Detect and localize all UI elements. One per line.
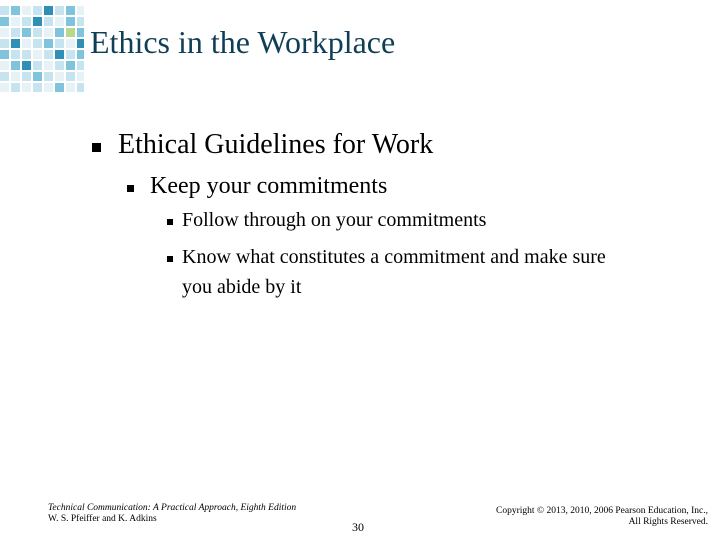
mosaic-tile xyxy=(0,61,9,70)
footer-source xyxy=(48,503,296,526)
mosaic-tile xyxy=(77,50,84,59)
mosaic-tile xyxy=(66,39,75,48)
level3-item: Know what constitutes a commitment and make sure xyxy=(182,246,606,268)
mosaic-tile xyxy=(66,28,75,37)
mosaic-tile xyxy=(44,39,53,48)
mosaic-tile xyxy=(77,39,84,48)
mosaic-tile xyxy=(0,83,9,92)
mosaic-tile xyxy=(66,61,75,70)
mosaic-tile xyxy=(55,28,64,37)
mosaic-tile xyxy=(77,6,84,15)
mosaic-tile xyxy=(22,6,31,15)
level2-item: Keep your commitments xyxy=(150,173,388,199)
mosaic-tile xyxy=(44,61,53,70)
mosaic-tile xyxy=(22,50,31,59)
mosaic-tile xyxy=(22,17,31,26)
mosaic-tile xyxy=(11,39,20,48)
mosaic-tile xyxy=(33,50,42,59)
mosaic-tile xyxy=(55,6,64,15)
mosaic-tile xyxy=(22,61,31,70)
mosaic-tile xyxy=(22,39,31,48)
mosaic-tile xyxy=(0,6,9,15)
mosaic-tile xyxy=(11,72,20,81)
mosaic-tile xyxy=(11,50,20,59)
mosaic-tile xyxy=(55,83,64,92)
copyright-line: All Rights Reserved. xyxy=(628,517,708,528)
mosaic-tile xyxy=(11,61,20,70)
mosaic-tile xyxy=(66,83,75,92)
mosaic-tile xyxy=(33,39,42,48)
mosaic-tile xyxy=(66,50,75,59)
mosaic-tile xyxy=(55,17,64,26)
mosaic-tile xyxy=(55,61,64,70)
footer-copyright xyxy=(496,506,708,529)
mosaic-tile xyxy=(66,17,75,26)
level3-bullet-icon xyxy=(167,219,173,225)
mosaic-tile xyxy=(11,83,20,92)
copyright-line: Copyright © 2013, 2010, 2006 Pearson Education, Inc., xyxy=(496,506,708,516)
mosaic-tile xyxy=(33,17,42,26)
mosaic-tile xyxy=(0,28,9,37)
mosaic-tile xyxy=(44,83,53,92)
mosaic-tile xyxy=(0,72,9,81)
mosaic-tile xyxy=(44,28,53,37)
mosaic-tile xyxy=(33,28,42,37)
mosaic-tile xyxy=(33,72,42,81)
mosaic-tile xyxy=(22,72,31,81)
mosaic-tile xyxy=(0,39,9,48)
mosaic-tile xyxy=(77,83,84,92)
mosaic-tile xyxy=(44,50,53,59)
mosaic-tile xyxy=(66,72,75,81)
level2-bullet-icon xyxy=(127,185,134,192)
mosaic-tile xyxy=(77,17,84,26)
mosaic-tile xyxy=(22,83,31,92)
mosaic-tile xyxy=(11,28,20,37)
mosaic-tile xyxy=(55,50,64,59)
mosaic-tile xyxy=(11,17,20,26)
mosaic-tile xyxy=(33,6,42,15)
mosaic-tile xyxy=(77,72,84,81)
slide-title: Ethics in the Workplace xyxy=(90,24,396,60)
mosaic-tile xyxy=(22,28,31,37)
mosaic-tile xyxy=(0,50,9,59)
level3-item: Follow through on your commitments xyxy=(182,209,487,231)
mosaic-tile xyxy=(77,61,84,70)
mosaic-tile xyxy=(33,61,42,70)
corner-mosaic-decoration xyxy=(0,0,84,102)
mosaic-tile xyxy=(55,72,64,81)
mosaic-tile xyxy=(55,39,64,48)
mosaic-tile xyxy=(44,17,53,26)
mosaic-tile xyxy=(77,28,84,37)
footer-book-title: Technical Communication: A Practical Approach, Eighth Edition xyxy=(48,503,297,513)
mosaic-tile xyxy=(44,72,53,81)
level3-bullet-icon xyxy=(167,256,173,262)
footer-authors: W. S. Pfeiffer and K. Adkins xyxy=(48,514,157,525)
mosaic-tile xyxy=(66,6,75,15)
mosaic-tile xyxy=(11,6,20,15)
level3-item-continuation: you abide by it xyxy=(182,276,302,298)
page-number: 30 xyxy=(352,520,364,534)
level1-bullet-icon xyxy=(92,143,101,152)
mosaic-tile xyxy=(44,6,53,15)
mosaic-tile xyxy=(33,83,42,92)
level1-item: Ethical Guidelines for Work xyxy=(118,129,434,160)
mosaic-tile xyxy=(0,17,9,26)
